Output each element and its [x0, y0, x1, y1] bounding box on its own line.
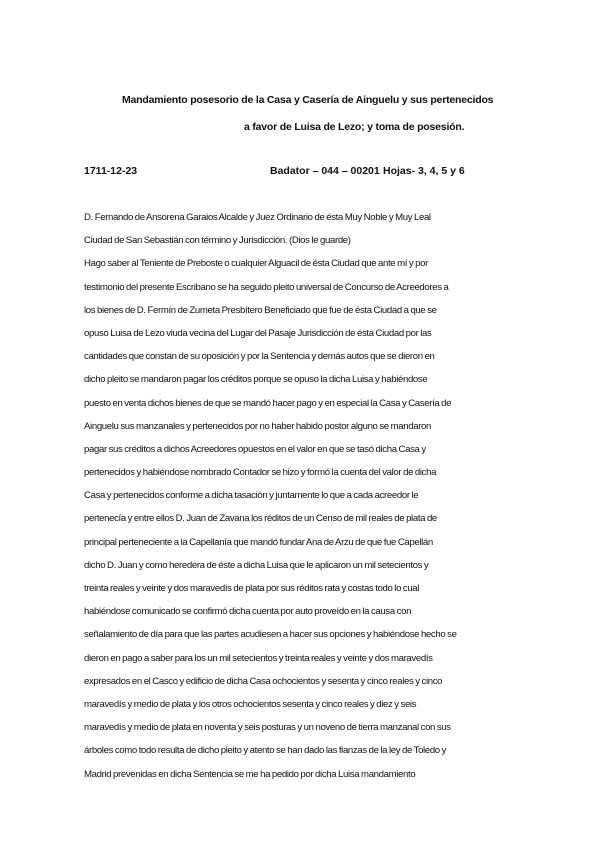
document-title-line-2: a favor de Luisa de Lezo; y toma de posesión.	[244, 121, 465, 133]
body-line: maravedís y medio de plata en noventa y seis posturas y un noveno de tierra manzanal con sus	[84, 722, 451, 734]
body-line: cantidades que constan de su oposición y por la Sentencia y demás autos que se dieron en	[84, 351, 435, 363]
body-line: puesto en venta dichos bienes de que se mandó hacer pago y en especial la Casa y Casería de	[84, 397, 452, 409]
body-line: principal perteneciente a la Capellanía que mandó fundar Ana de Arzu de que fue Capellán	[84, 536, 433, 548]
body-line: Hago saber al Teniente de Preboste o cualquier Alguacil de ésta Ciudad que ante mí y por	[84, 258, 428, 270]
body-line: treinta reales y veinte y dos maravedís de plata por sus réditos rata y costas todo lo cual	[84, 583, 420, 594]
body-line: pertenecidos y habiéndose nombrado Contador se hizo y formó la cuenta del valor de dicha	[84, 467, 437, 479]
body-line: pertenecía y entre ellos D. Juan de Zavana los réditos de un Censo de mil reales de plata de	[84, 513, 437, 525]
body-line: Ainguelu sus manzanales y pertenecidos por no haber habido postor alguno se mandaron	[84, 420, 432, 432]
body-line: opuso Luisa de Lezo viuda vecina del Lugar del Pasaje Jurisdicción de ésta Ciudad por las	[84, 327, 432, 339]
body-line: árboles como todo resulta de dicho pleito y atento se han dado las fianzas de la ley de Toledo y	[84, 745, 447, 757]
body-line: dicho D. Juan y como heredera de éste a dicha Luisa que le aplicaron un mil setecientos y	[84, 559, 429, 571]
body-line: expresados en el Casco y edificio de dicha Casa ochocientos y sesenta y cinco reales y cinco	[84, 675, 443, 687]
body-line: habiéndose comunicado se confirmó dicha cuenta por auto proveído en la causa con	[84, 606, 412, 618]
body-line: los bienes de D. Fermín de Zumeta Presbítero Beneficiado que fue de ésta Ciudad a que se	[84, 304, 437, 316]
body-line: señalamiento de día para que las partes acudiesen a hacer sus opciones y habiéndose hecho se	[84, 629, 457, 641]
body-line: dicho pleito se mandaron pagar los créditos porque se opuso la dicha Luisa y habiéndose	[84, 374, 428, 386]
document-title-line-1: Mandamiento posesorio de la Casa y Casería de Ainguelu y sus pertenecidos	[122, 94, 494, 106]
page-range: Hojas- 3, 4, 5 y 6	[383, 165, 465, 177]
body-line: testimonio del presente Escribano se ha seguido pleito universal de Concurso de Acreedores a	[84, 281, 449, 293]
body-line: Madrid prevenidas en dicha Sentencia se me ha pedido por dicha Luisa mandamiento	[84, 768, 416, 780]
body-line: Casa y pertenecidos conforme a dicha tasación y juntamente lo que a cada acreedor le	[84, 490, 419, 502]
body-line: dieron en pago a saber para los un mil setecientos y treinta reales y veinte y dos maravedís	[84, 652, 433, 664]
body-line: pagar sus créditos a dichos Acreedores opuestos en el valor en que se tasó dicha Casa y	[84, 443, 426, 455]
body-line: D. Fernando de Ansorena Garaios Alcalde y Juez Ordinario de ésta Muy Noble y Muy Leal	[84, 212, 431, 223]
archive-reference: Badator – 044 – 00201	[270, 165, 380, 177]
document-body	[84, 212, 514, 792]
body-line: Ciudad de San Sebastián con término y Jurisdicción. (Dios le guarde)	[84, 235, 351, 247]
body-line: maravedís y medio de plata y los otros ochocientos sesenta y cinco reales y diez y seis	[84, 698, 417, 710]
document-date: 1711-12-23	[84, 165, 138, 177]
